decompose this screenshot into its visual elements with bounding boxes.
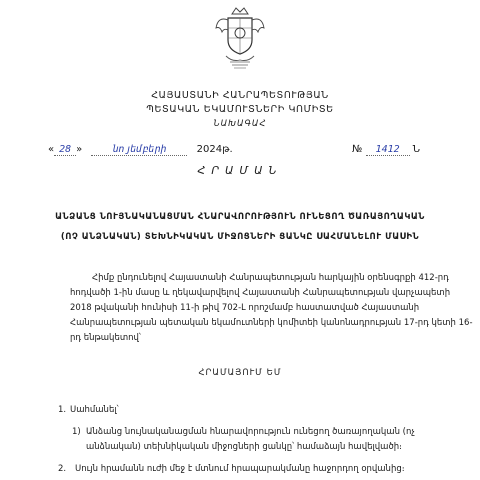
official-title: ՆԱԽԱԳԱՀ [213, 119, 267, 129]
coat-of-arms-icon [212, 6, 268, 70]
number-suffix: Ն [412, 144, 421, 155]
preamble-paragraph [70, 271, 473, 346]
decree-heading: ՀՐԱՄԱՅՈՒՄ ԵՄ [198, 368, 282, 378]
item-2-number: 2. [58, 464, 67, 474]
document-title: ՀՐԱՄԱՆ [197, 164, 283, 177]
close-quote: » [76, 144, 83, 155]
org-name-line2: ՊԵՏԱԿԱՆ ԵԿԱՄՈՒՏՆԵՐԻ ԿՈՄԻՏԵ [146, 104, 334, 115]
subitem-1-line1: Անձանց նույնականացման հնարավորություն ունեցող ծառայողական (ոչ [86, 427, 415, 437]
date-day: 28 [59, 144, 72, 155]
date-field [48, 144, 233, 156]
subitem-1-line2: անձնական) տեխնիկական միջոցների ցանկը՝ համաձայն հավելվածի։ [86, 442, 403, 452]
preamble-line: Հիմք ընդունելով Հայաստանի Հանրապետության հարկային օրենսգրքի 412-րդ [92, 273, 449, 283]
preamble-line: 2018 թվականի հունիսի 11-ի թիվ 702-Լ որոշմամբ հաստատված Հայաստանի [70, 303, 420, 313]
preamble-line: րդ ենթակետով՝ [70, 333, 141, 343]
preamble-line: Հանրապետության պետական եկամուտների կոմիտեի կանոնադրության 17-րդ կետի 16- [70, 318, 473, 328]
item-1-number: 1. [58, 405, 67, 415]
date-year: 2024թ. [196, 144, 233, 155]
subject-line-1: ԱՆՁԱՆՑ ՆՈՒՅՆԱԿԱՆԱՑՄԱՆ ՀՆԱՐԱՎՈՐՈՒԹՅՈՒՆ ՈՒՆԵՑՈՂ ԾԱՌԱՅՈՂԱԿԱՆ [55, 212, 425, 222]
subject-line-2: (ՈՉ ԱՆՁՆԱԿԱՆ) ՏԵԽՆԻԿԱԿԱՆ ՄԻՋՈՑՆԵՐԻ ՑԱՆԿԸ ՍԱՀՄԱՆԵԼՈՒ ՄԱՍԻՆ [60, 232, 420, 242]
item-2-text: Սույն հրամանն ուժի մեջ է մտնում հրապարակմանը հաջորդող օրվանից։ [75, 464, 405, 474]
order-number: 1412 [375, 144, 400, 155]
number-prefix: № [352, 144, 363, 155]
number-field [352, 144, 420, 156]
org-name-line1: ՀԱՅԱՍՏԱՆԻ ՀԱՆՐԱՊԵՏՈՒԹՅԱՆ [151, 90, 329, 101]
preamble-line: հոդվածի 1-ին մասը և ղեկավարվելով Հայաստանի Հանրապետության վարչապետի [70, 288, 451, 298]
subitem-1-number: 1) [72, 427, 81, 437]
item-1-text: Սահմանել՝ [70, 405, 119, 415]
open-quote: « [48, 144, 55, 155]
date-month: նոյեմբերի [112, 144, 167, 155]
